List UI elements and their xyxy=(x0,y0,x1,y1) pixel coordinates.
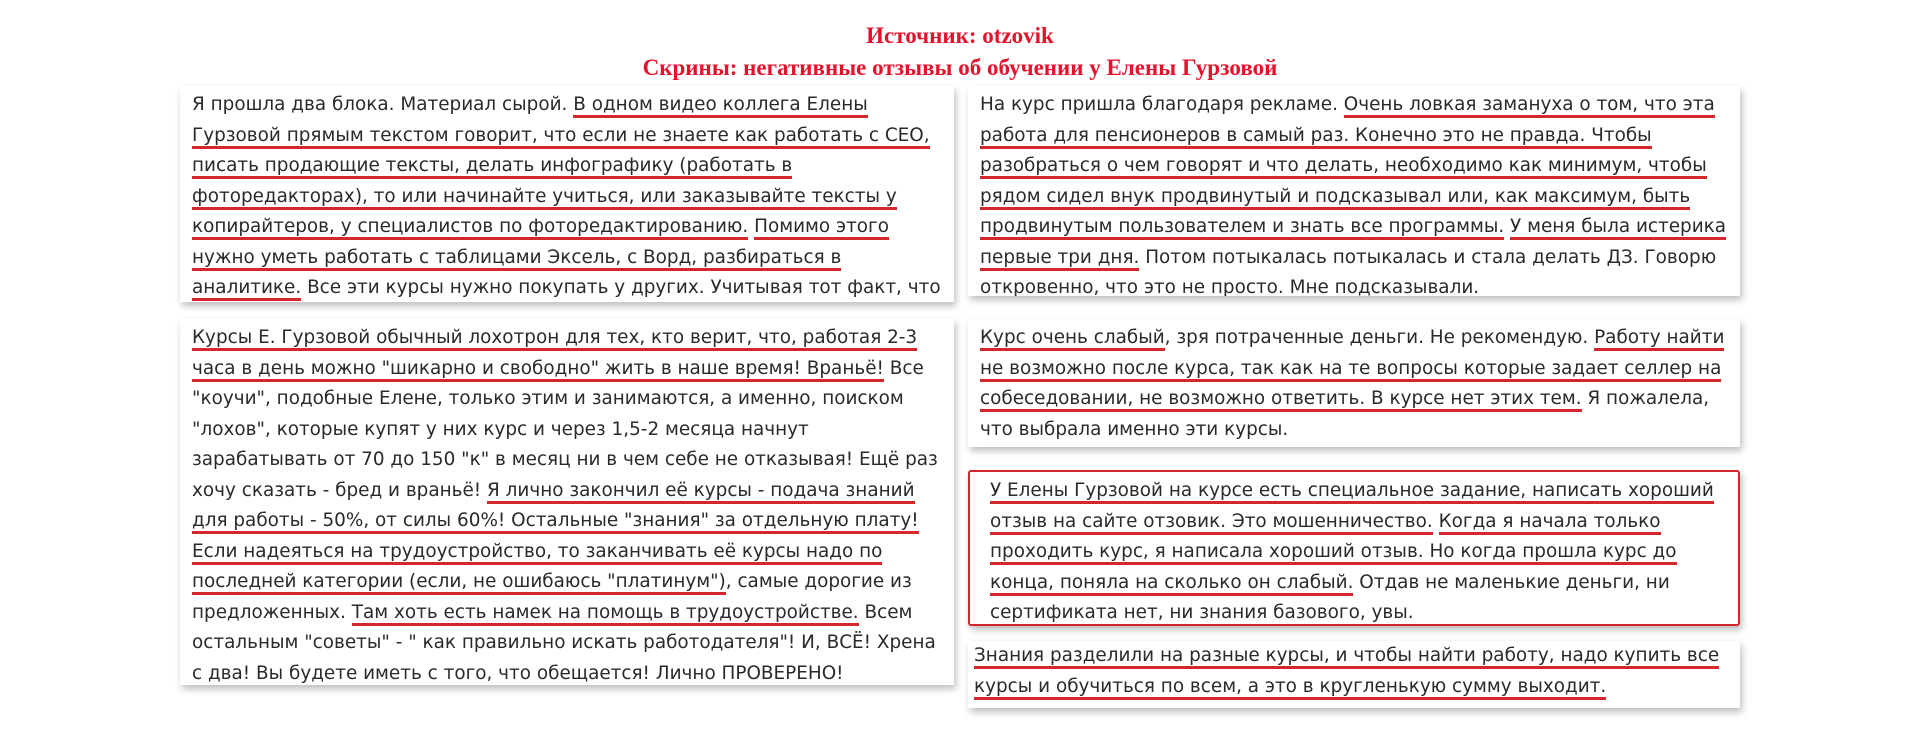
underlined-phrase: Очень ловкая замануха о том, что эта работа для пенсионеров в самый раз. Конечно это не правда. Чтобы разобраться о чем говорят и что делать, необходимо как минимум, чтобы рядом сидел внук продвинутый и подсказывал или, как максимум, быть продвинутым пользователем и знать все программы. xyxy=(980,94,1715,240)
review-phrase: Все эти курсы нужно покупать у других. Учитывая тот факт, что xyxy=(301,277,941,298)
review-card-highlighted xyxy=(968,470,1740,626)
underlined-phrase: Помимо этого нужно уметь работать с таблицами Эксель, с Ворд, разбираться в аналитике. xyxy=(192,216,889,301)
underlined-phrase: Я лично закончил её курсы - подача знаний для работы - 50%, от силы 60%! Остальные "знания" за отдельную плату! Если надеяться на трудоустройство, то заканчивать её курсы надо по последней категории (если, не ошибаюсь "платинум") xyxy=(192,480,919,596)
review-text xyxy=(990,476,1724,626)
review-card xyxy=(968,641,1740,708)
review-phrase: Я прошла два блока. Материал сырой. xyxy=(192,94,574,115)
review-text xyxy=(192,90,942,302)
review-text xyxy=(980,323,1728,445)
underlined-phrase: Работу найти не возможно после курса, так как на те вопросы которые задает селлер на собеседовании, не возможно ответить. В курсе нет этих тем. xyxy=(980,327,1724,412)
underlined-phrase: Знания разделили на разные курсы, и чтобы найти работу, надо купить все курсы и обучиться по всем, а это в кругленькую сумму выходит. xyxy=(974,645,1719,700)
review-card xyxy=(180,319,954,685)
review-phrase xyxy=(1433,511,1439,532)
review-phrase: Отдав не маленькие деньги, ни сертификата нет, ни знания базового, увы. xyxy=(990,571,1670,623)
underlined-phrase: Там хоть есть намек на помощь в трудоустройстве. xyxy=(352,602,859,626)
review-phrase: Потом потыкалась потыкалась и стала делать ДЗ. Говорю откровенно, что это не просто. Мне подсказывали. xyxy=(980,246,1717,296)
review-phrase: На курс пришла благодаря рекламе. xyxy=(980,94,1344,115)
review-card xyxy=(968,319,1740,447)
review-card xyxy=(180,86,954,302)
underlined-phrase: Когда я начала только проходить курс, я написала хороший отзыв. Но когда прошла курс до конца, поняла на сколько он слабый. xyxy=(990,511,1677,596)
review-phrase: Всем остальным "советы" - " как правильно искать работодателя"! И, ВСЁ! Хрена с два! Вы будете иметь с того, что обещается! Лично ПРОВЕРЕНО! xyxy=(192,601,936,684)
underlined-phrase: Курсы Е. Гурзовой обычный лохотрон для тех, кто верит, что, работая 2-3 часа в день можно "шикарно и свободно" жить в наше время! Враньё! xyxy=(192,327,917,382)
review-phrase: Все "коучи", подобные Елене, только этим и занимаются, а именно, поиском "лохов", которые купят у них курс и через 1,5-2 месяца начнут зарабатывать от 70 до 150 "к" в месяц ни в чем себе не отказывая! Ещё раз хочу сказать - бред и враньё! xyxy=(192,357,938,501)
underlined-phrase: В одном видео коллега Елены Гурзовой прямым текстом говорит, что если не знаете как работать с СЕО, писать продающие тексты, делать инфографику (работать в фоторедакторах), то или начинайте учиться, или заказывайте тексты у копирайтеров, у специалистов по фоторедактированию. xyxy=(192,94,930,240)
underlined-phrase: У Елены Гурзовой на курсе есть специальное задание, написать хороший отзыв на сайте отзовик. Это мошенничество. xyxy=(990,480,1714,535)
review-phrase: Я пожалела, что выбрала именно эти курсы. xyxy=(980,388,1710,440)
review-text xyxy=(192,323,942,685)
review-phrase: , самые дорогие из предложенных. xyxy=(192,571,912,623)
review-phrase: , зря потраченные деньги. Не рекомендую. xyxy=(1164,327,1595,348)
source-heading: Источник: otzovik xyxy=(866,23,1054,48)
underlined-phrase: Курс очень слабый xyxy=(980,327,1165,351)
review-text xyxy=(974,641,1728,702)
screenshots-subtitle: Скрины: негативные отзывы об обучении у Елены Гурзовой xyxy=(642,55,1278,80)
review-card xyxy=(968,86,1740,296)
review-text xyxy=(980,90,1728,296)
underlined-phrase: У меня была истерика первые три дня. xyxy=(980,216,1726,271)
